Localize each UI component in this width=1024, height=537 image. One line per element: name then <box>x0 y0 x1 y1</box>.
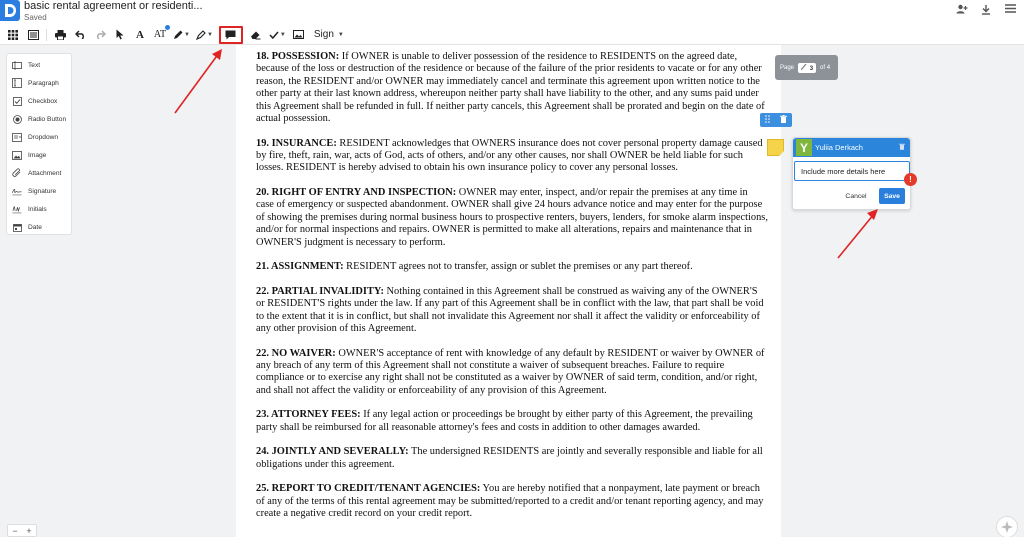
zoom-controls <box>7 524 37 537</box>
redo-icon[interactable] <box>93 27 107 43</box>
palette-item-label: Checkbox <box>28 97 58 105</box>
palette-item-signature[interactable] <box>7 182 71 200</box>
document-title[interactable]: basic rental agreement or residenti... <box>24 0 203 12</box>
print-icon[interactable] <box>53 27 67 43</box>
palette-item-label: Attachment <box>28 169 62 177</box>
grid-view-icon[interactable] <box>6 27 20 43</box>
calendar-icon <box>12 222 22 232</box>
highlighter-tool[interactable] <box>196 27 213 43</box>
clause-right-of-entry: 20. RIGHT OF ENTRY AND INSPECTION: OWNER may enter, inspect, and/or repair the premises at any time in case of emergency or suspected abandonment. OWNER shall give 24 hours advance notice and may enter for the purpose of showing the premises during normal business hours to prospective renters, buyers, lenders, for smoke alarm inspections, and/or for normal inspections and repairs. OWNER is permitted to make all alterations, repairs and maintenance that in OWNER'S judgment is necessary to perform. <box>256 187 768 248</box>
zoom-out-button[interactable]: − <box>12 525 18 536</box>
zoom-in-button[interactable]: + <box>26 525 32 536</box>
drag-handle-icon[interactable] <box>765 115 770 125</box>
comment-author: Yuliia Derkach <box>815 143 863 152</box>
palette-item-label: Text <box>28 61 41 69</box>
initials-icon <box>12 204 22 214</box>
radio-button-icon <box>12 114 22 124</box>
save-status: Saved <box>24 13 47 22</box>
dropdown-icon <box>12 132 22 142</box>
palette-item-label: Dropdown <box>28 133 59 141</box>
palette-item-date[interactable] <box>7 218 71 236</box>
palette-item-paragraph[interactable] <box>7 74 71 92</box>
palette-item-label: Paragraph <box>28 79 59 87</box>
menu-icon[interactable] <box>1004 4 1016 16</box>
comment-header <box>793 138 910 157</box>
cancel-button[interactable]: Cancel <box>840 189 872 203</box>
chevron-down-icon: ▼ <box>206 31 213 38</box>
image-icon <box>12 150 22 160</box>
document-page[interactable] <box>236 45 781 537</box>
signature-icon <box>12 186 22 196</box>
paperclip-icon <box>12 168 22 178</box>
field-palette <box>6 53 72 235</box>
palette-item-label: Date <box>28 223 42 231</box>
text-field-icon <box>12 60 22 70</box>
text-size-tool[interactable] <box>153 27 167 43</box>
download-icon[interactable] <box>980 4 992 16</box>
comment-input[interactable]: Include more details here <box>794 161 910 181</box>
page-thumbnail-icon <box>801 64 808 70</box>
clause-insurance: 19. INSURANCE: RESIDENT acknowledges that OWNERS insurance does not cover personal property damage caused by fire, theft, rain, war, acts of God, acts of others, and/or any other causes, nor shall OWNER be held liable for such losses. RESIDENT is hereby advised to obtain his own insurance policy to cover any personal losses. <box>256 137 763 174</box>
palette-item-radio-button[interactable] <box>7 110 71 128</box>
toolbar-divider <box>46 29 47 41</box>
undo-icon[interactable] <box>73 27 87 43</box>
page-total: of 4 <box>820 64 831 71</box>
chevron-down-icon: ▼ <box>184 31 190 38</box>
chevron-down-icon: ▼ <box>337 31 344 38</box>
select-cursor-icon[interactable] <box>113 27 127 43</box>
clause-assignment: 21. ASSIGNMENT: RESIDENT agrees not to transfer, assign or sublet the premises or any part thereof. <box>256 261 693 273</box>
sign-dropdown[interactable] <box>314 29 344 40</box>
paragraph-icon <box>12 78 22 88</box>
add-comment-button[interactable] <box>219 26 243 44</box>
palette-item-label: Signature <box>28 187 57 195</box>
warning-badge: ! <box>904 173 917 186</box>
assistant-sparkle-icon[interactable] <box>996 516 1018 537</box>
checkmark-tool[interactable] <box>269 27 286 43</box>
palette-item-initials[interactable] <box>7 200 71 218</box>
page-indicator <box>775 55 838 80</box>
trash-icon[interactable] <box>780 115 787 125</box>
arrow-to-save-button <box>838 209 878 258</box>
clause-possession: 18. POSSESSION: If OWNER is unable to deliver possession of the residence to RESIDENTS on the agreed date, because of the loss or destruction of the residence or because of the failure of the prior residents to vacate or for any other reason, the RESIDENT and/or OWNER may immediately cancel and terminate this agreement upon written notice to the other party at their last known address, whereupon neither party shall have liability to the other, and any sums paid under this Agreement shall be refunded in full. If neither party cancels, this Agreement shall be prorated and begin on the date of actual possession. <box>256 51 765 125</box>
insert-image-icon[interactable] <box>292 27 306 43</box>
comment-icon <box>225 30 236 40</box>
add-user-icon[interactable] <box>956 4 968 16</box>
app-logo[interactable] <box>0 0 20 21</box>
palette-item-label: Initials <box>28 205 47 213</box>
save-button[interactable]: Save <box>879 188 905 204</box>
palette-item-text[interactable] <box>7 56 71 74</box>
chevron-down-icon: ▼ <box>279 31 286 38</box>
draw-pen-tool[interactable] <box>173 27 190 43</box>
page-label: Page <box>780 64 795 71</box>
title-bar <box>0 0 1024 25</box>
page-view-icon[interactable] <box>26 27 40 43</box>
note-toolbar <box>760 113 792 127</box>
notification-dot <box>165 25 170 30</box>
avatar: Y <box>796 139 812 156</box>
clause-no-waiver: 22. NO WAIVER: OWNER'S acceptance of rent with knowledge of any default by RESIDENT or waiver by OWNER of any breach of any term of this Agreement shall not constitute a waiver of subsequent breaches. Failure to require compliance or to exercise any right shall not be constituted as a waiver by OWNER of said term, condition, and/or right, and shall not affect the validity or enforceability of any provision of this Agreement. <box>256 347 765 396</box>
text-size-label: AT <box>153 29 167 40</box>
document-body <box>256 51 768 533</box>
eraser-tool[interactable] <box>249 27 263 43</box>
palette-item-attachment[interactable] <box>7 164 71 182</box>
current-page-input[interactable]: 3 <box>798 63 816 73</box>
clause-jointly-severally: 24. JOINTLY AND SEVERALLY: The undersigned RESIDENTS are jointly and severally responsible and liable for all obligations under this agreement. <box>256 446 763 470</box>
sign-label: Sign <box>313 29 334 40</box>
palette-item-checkbox[interactable] <box>7 92 71 110</box>
sticky-note-icon[interactable] <box>767 139 784 156</box>
clause-partial-invalidity: 22. PARTIAL INVALIDITY: Nothing contained in this Agreement shall be construed as waiving any of the OWNER'S or RESIDENT'S rights under the law. If any part of this Agreement shall be in conflict with the law, that part shall be void to the extent that it is in conflict, but shall not invalidate this Agreement nor shall it affect the validity or enforceability of any other provision of this Agreement. <box>256 285 764 335</box>
palette-item-label: Image <box>28 151 47 159</box>
clause-credit-report: 25. REPORT TO CREDIT/TENANT AGENCIES: You are hereby notified that a nonpayment, late payment or breach of any of the terms of this rental agreement may be submitted/reported to a credit and/or tenant reporting agency, and may create a negative credit record on your credit report. <box>256 483 764 520</box>
editor-toolbar <box>0 25 1024 45</box>
clause-attorney-fees: 23. ATTORNEY FEES: If any legal action or proceedings be brought by either party of this Agreement, the prevailing party shall be reimbursed for all reasonable attorney's fees and costs in addition to other damages awarded. <box>256 409 753 433</box>
palette-item-image[interactable] <box>7 146 71 164</box>
palette-item-dropdown[interactable] <box>7 128 71 146</box>
add-text-tool[interactable]: A <box>136 28 144 41</box>
arrow-to-comment-tool <box>175 49 222 113</box>
delete-comment-icon[interactable] <box>899 143 906 151</box>
checkbox-icon <box>12 96 22 106</box>
palette-item-label: Radio Button <box>28 115 67 123</box>
